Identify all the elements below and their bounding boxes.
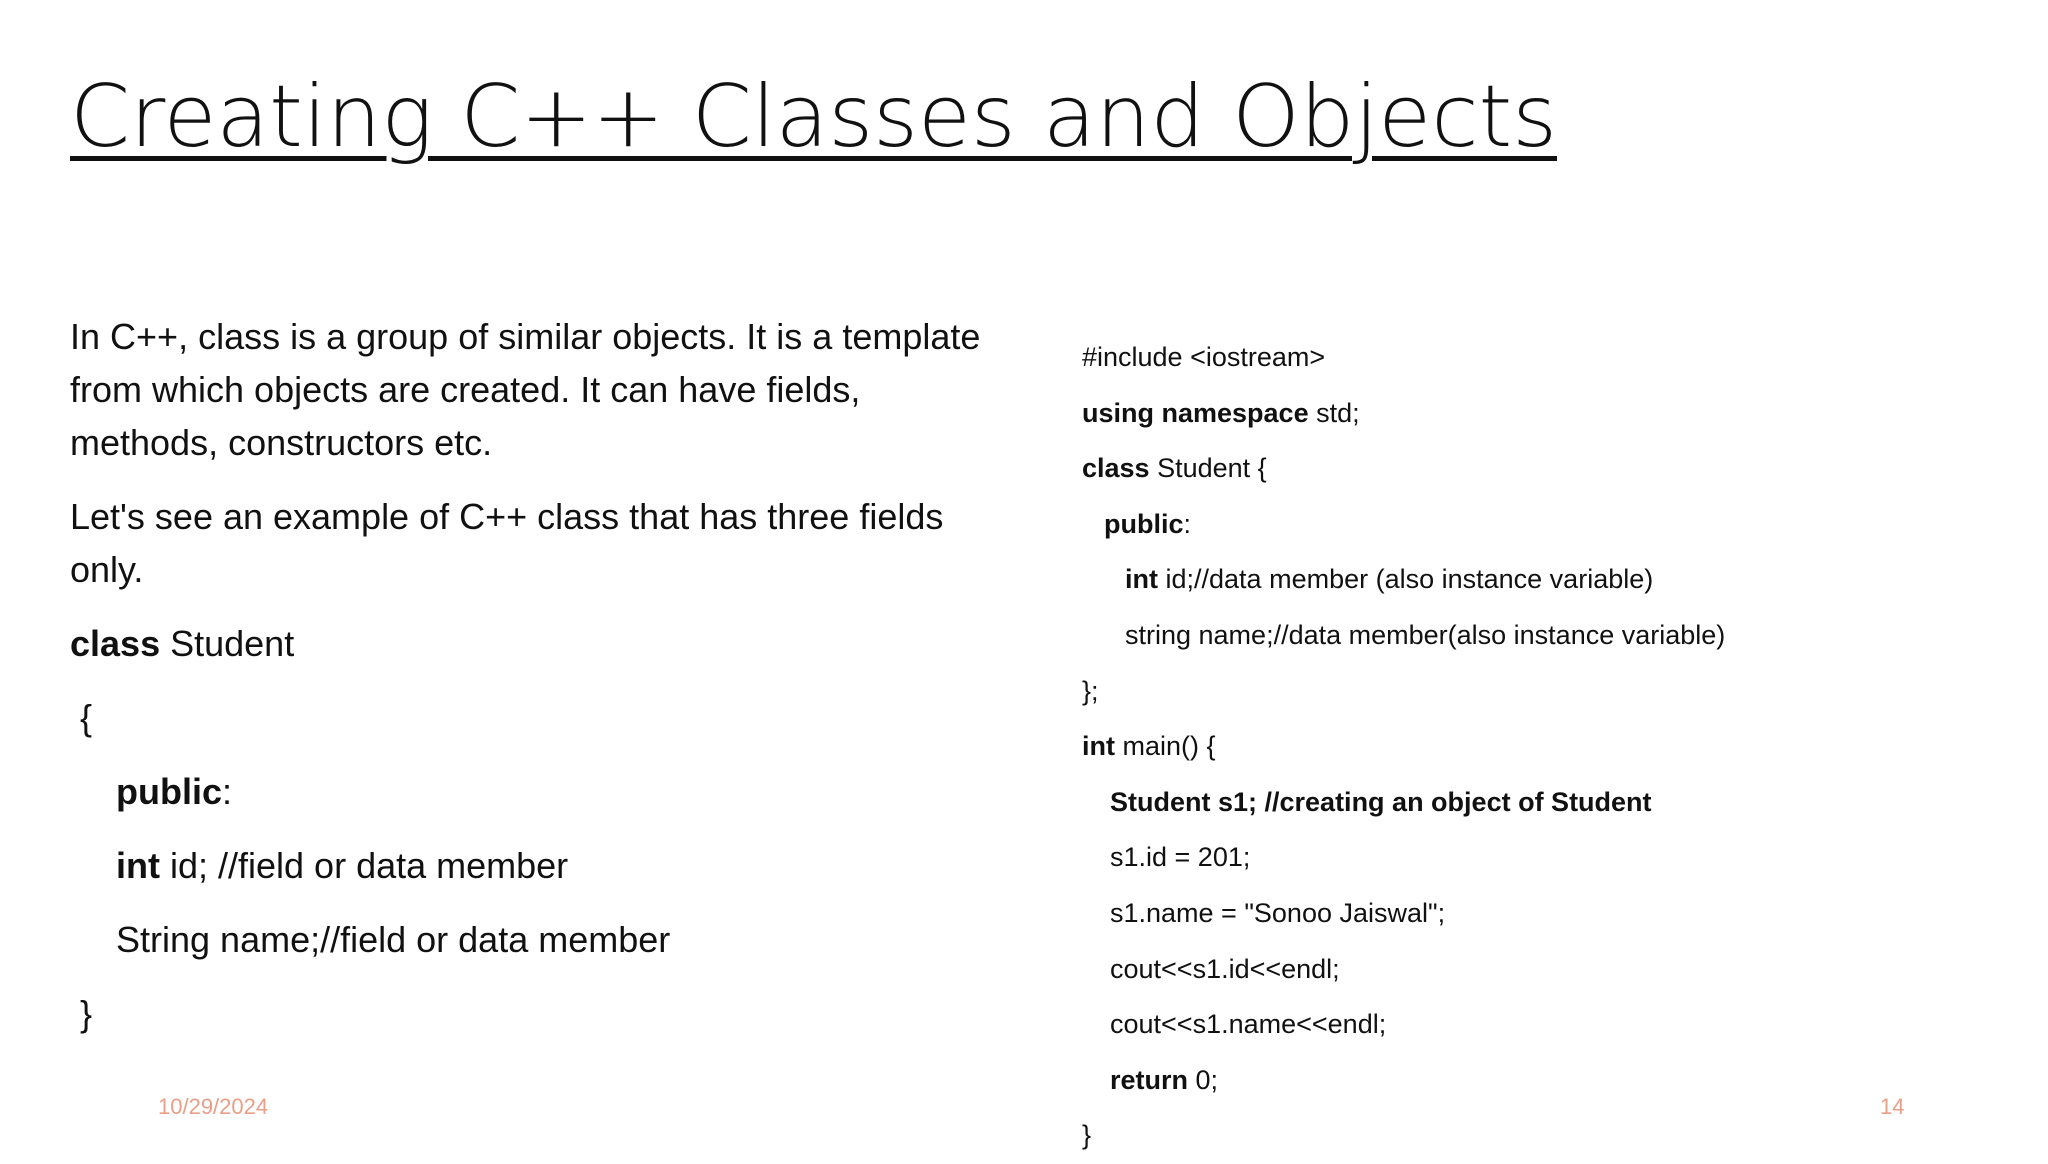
code-line: [1082, 552, 1982, 608]
public-keyword: public: [116, 771, 222, 812]
example-paragraph: Let's see an example of C++ class that has three fields only.: [70, 496, 944, 590]
code-keyword: return: [1110, 1064, 1189, 1095]
int-field-rest: id; //field or data member: [159, 845, 569, 886]
code-line: [1082, 386, 1982, 442]
code-line: s1.name = "Sonoo Jaiswal";: [1110, 897, 1446, 928]
intro-paragraph: In C++, class is a group of similar objects. It is a template from which objects are created. It can have fields, methods, constructors etc.: [70, 316, 981, 463]
public-line: [70, 765, 1010, 818]
code-line: }: [1082, 1120, 1092, 1151]
code-line: s1.id = 201;: [1110, 842, 1251, 873]
code-text: std;: [1308, 397, 1360, 428]
code-keyword: public: [1104, 508, 1184, 539]
code-line: [1082, 441, 1982, 497]
slide-title: Creating C++ Classes and Objects: [70, 67, 1558, 167]
open-brace-line: {: [80, 697, 93, 738]
class-keyword: class: [70, 623, 161, 664]
code-keyword: int: [1125, 564, 1158, 595]
class-name: Student: [160, 623, 295, 664]
left-text-column: [70, 310, 1010, 1061]
int-field-line: [70, 839, 1010, 892]
code-text: main() {: [1115, 731, 1216, 762]
code-keyword: using namespace: [1082, 397, 1309, 428]
close-brace-line: }: [80, 993, 93, 1034]
code-line: };: [1082, 675, 1099, 706]
code-line: Student s1; //creating an object of Student: [1110, 786, 1652, 817]
code-text: id;//data member (also instance variable): [1158, 564, 1654, 595]
code-text: :: [1183, 508, 1192, 539]
code-line: #include <iostream>: [1082, 342, 1326, 372]
code-line: cout<<s1.name<<endl;: [1110, 1009, 1387, 1040]
code-keyword: int: [1082, 731, 1115, 762]
code-line: [1082, 1053, 1982, 1109]
code-example-column: [1082, 330, 1982, 1164]
code-text: Student {: [1149, 453, 1267, 484]
footer-page-number: 14: [1880, 1094, 1905, 1119]
code-text: 0;: [1188, 1064, 1219, 1095]
code-line: string name;//data member(also instance variable): [1125, 619, 1726, 650]
code-line: [1082, 497, 1982, 553]
int-keyword: int: [116, 845, 160, 886]
public-colon: :: [222, 771, 233, 812]
footer-date: 10/29/2024: [158, 1094, 269, 1119]
code-line: [1082, 719, 1982, 775]
class-declaration-line: [70, 617, 1010, 670]
code-keyword: class: [1082, 453, 1150, 484]
code-line: cout<<s1.id<<endl;: [1110, 953, 1340, 984]
string-field-line: String name;//field or data member: [116, 919, 671, 960]
